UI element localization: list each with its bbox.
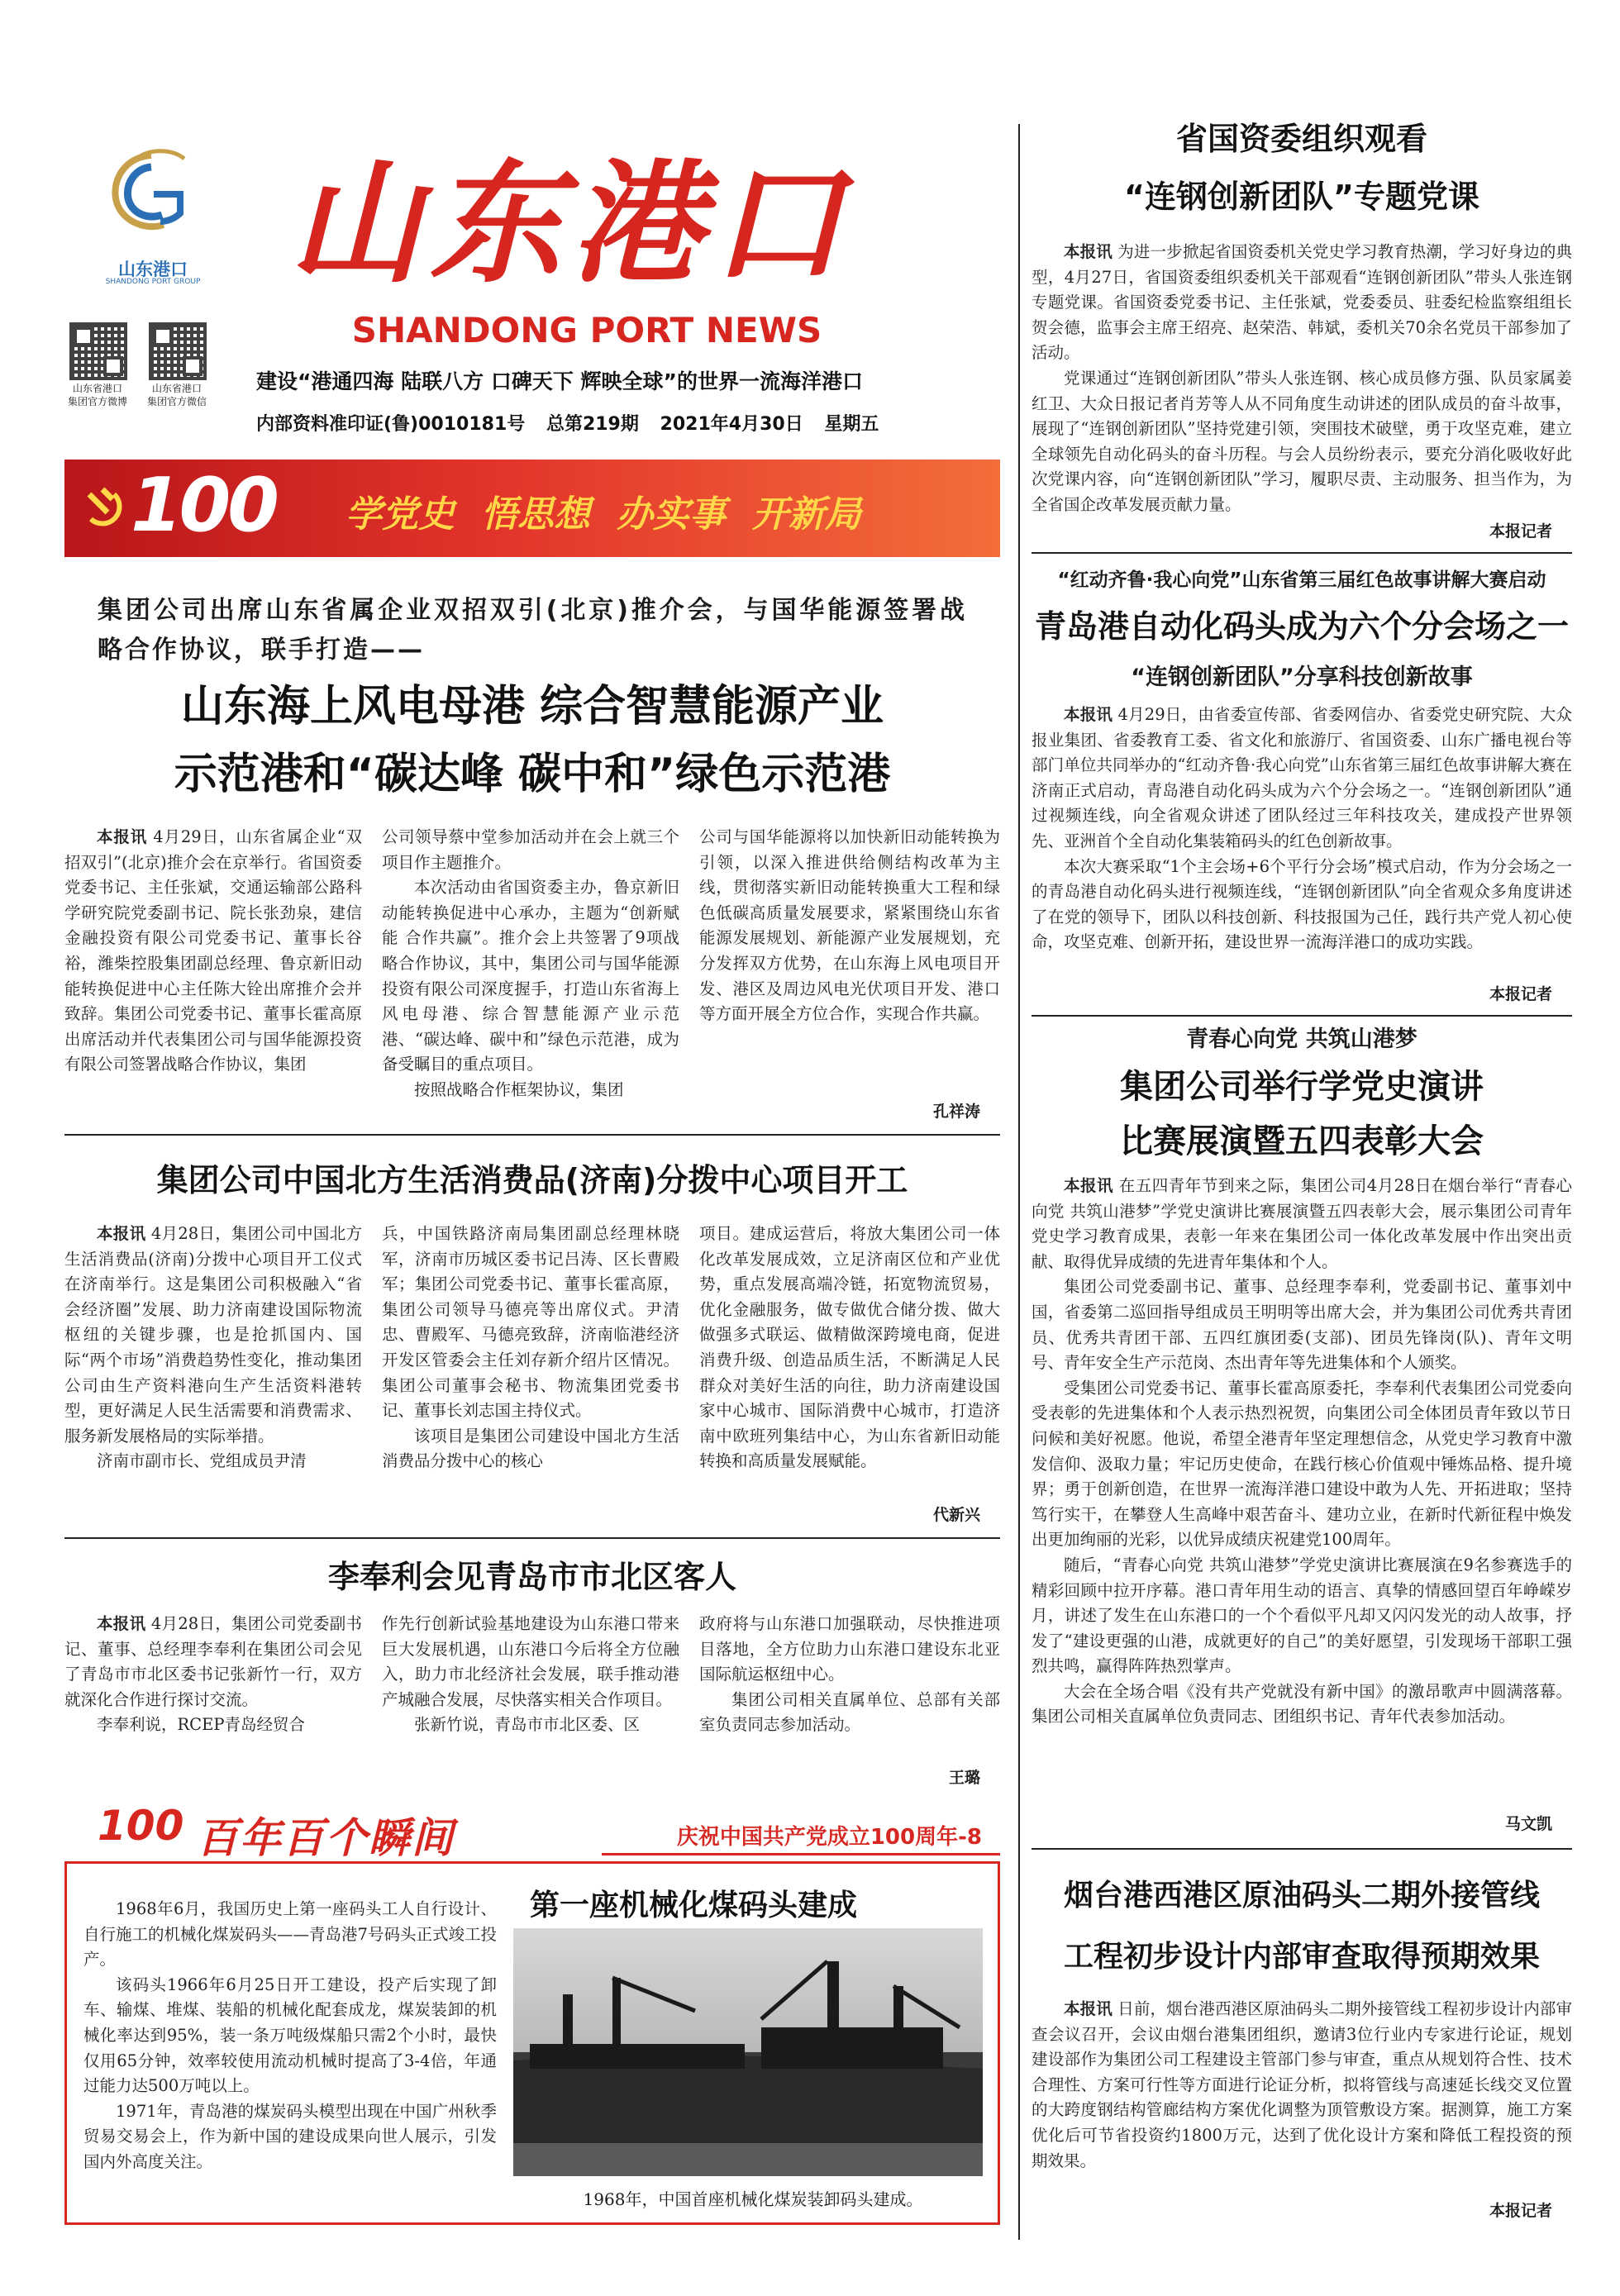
story2-author: 代新兴	[932, 1506, 980, 1524]
masthead	[50, 141, 984, 450]
story3-text-2b: 张新竹说，青岛市市北区委、区	[414, 1715, 641, 1735]
story3-text-1b: 李奉利说，RCEP青岛经贸合	[97, 1715, 305, 1735]
history-series-logo: 100	[98, 1802, 184, 1850]
lead-story-col-1	[64, 825, 362, 1078]
lead-story-title-2: 示范港和“碳达峰 碳中和”绿色示范港	[174, 750, 891, 799]
banner-slogan-4: 开新局	[752, 493, 861, 536]
right2-kicker: “红动齐鲁·我心向党”山东省第三届红色故事讲解大赛启动	[1057, 569, 1546, 591]
right1-lead: 本报讯	[1064, 242, 1113, 261]
right3-text	[1032, 1174, 1572, 1730]
history-box	[64, 1861, 1000, 2225]
history-photo-caption: 1968年，中国首座机械化煤炭装卸码头建成。	[583, 2189, 923, 2209]
weibo-qr-code[interactable]	[69, 322, 127, 380]
story3-title: 李奉利会见青岛市市北区客人	[327, 1559, 736, 1595]
history-series-tag-underline	[602, 1853, 1000, 1855]
registration: 内部资料准印证(鲁)0010181号	[256, 414, 526, 435]
lead-story-text-3: 公司与国华能源将以加快新旧动能转换为引领，以深入推进供给侧结构改革为主线，贯彻落实新旧动能转换重大工程和绿色低碳高质量发展要求，紧紧围绕山东省能源发展规划、新能源产业发展规划，充分发挥双方优势，在山东海上风电项目开发、港区及周边风电光伏项目开发、港口等方面开展全方位合作，实现合作共赢。	[699, 827, 1000, 1024]
right3-title-2: 比赛展演暨五四表彰大会	[1120, 1122, 1484, 1160]
divider-right1	[1032, 552, 1572, 554]
history-p1: 1968年6月，我国历史上第一座码头工人自行设计、自行施工的机械化煤炭码头——青岛港7号码头正式竣工投产。	[83, 1899, 497, 1970]
lead-story-kicker: 集团公司出席山东省属企业双招双引(北京)推介会，与国华能源签署战略合作协议，联手打造——	[98, 596, 967, 665]
right1-p1: 为进一步掀起省国资委机关党史学习教育热潮，学习好身边的典型，4月27日，省国资委组织委机关干部观看“连钢创新团队”带头人张连钢专题党课。省国资委党委书记、主任张斌，党委委员、驻委纪检监察组组长贺会德，监事会主席王绍亮、赵荣浩、韩斌，委机关70余名党员干部参加了活动。	[1032, 242, 1572, 363]
story2-col-1	[64, 1222, 362, 1474]
story2-text-2a: 兵，中国铁路济南局集团副总经理林晓军，济南市历城区委书记吕涛、区长曹殿军；集团公司党委书记、董事长霍高原，集团公司领导马德亮等出席仪式。尹清忠、曹殿军、马德亮致辞，济南临港经济开发区管委会主任刘存新介绍片区情况。集团公司董事会秘书、物流集团党委书记、董事长刘志国主持仪式。	[382, 1224, 679, 1421]
shandong-port-logo-icon	[106, 149, 197, 236]
weekday: 星期五	[824, 414, 879, 435]
history-series-header	[64, 1802, 1000, 1860]
lead-story-text-2c: 按照战略合作框架协议，集团	[414, 1079, 624, 1099]
lead-story-col-3	[699, 825, 1000, 1027]
story3-text-3b: 集团公司相关直属单位、总部有关部室负责同志参加活动。	[699, 1689, 1000, 1735]
issue-number: 总第219期	[546, 414, 639, 435]
divider-right3	[1032, 1848, 1572, 1850]
story2-text-3: 项目。建成运营后，将放大集团公司一体化改革发展成效，立足济南区位和产业优势，重点发展高端冷链，拓宽物流贸易，优化金融服务，做专做优合储分拨、做大做强多式联运、做精做深跨境电商，促进消费升级、创造品质生活，不断满足人民群众对美好生活的向往，助力济南建设国家中心城市、国际消费中心城市，打造济南中欧班列集结中心，为山东省新旧动能转换和高质量发展赋能。	[699, 1224, 1000, 1471]
banner-slogan-2: 悟思想	[481, 493, 590, 536]
right4-p1: 日前，烟台港西港区原油码头二期外接管线工程初步设计内部审查会议召开，会议由烟台港集团组织，邀请3位行业内专家进行论证，规划建设部作为集团公司工程建设主管部门参与审查，重点从规划符合性、技术合理性、方案可行性等方面进行论证分析，拟将管线与高速延长线交叉位置的大跨度钢结构管廊结构方案优化调整为顶管敷设方案。据测算，施工方案优化后可节省投资约1800万元，达到了优化设计方案和降低工程投资的预期效果。	[1032, 1999, 1572, 2170]
history-p3: 1971年，青岛港的煤炭码头模型出现在中国广州秋季贸易交易会上，作为新中国的建设成果向世人展示，引发国内外高度关注。	[83, 2101, 497, 2171]
right3-kicker: 青春心向党 共筑山港梦	[1186, 1027, 1418, 1052]
right4-title-2: 工程初步设计内部审查取得预期效果	[1063, 1940, 1540, 1974]
right4-title-1: 烟台港西港区原油码头二期外接管线	[1063, 1879, 1540, 1913]
story3-text-1a: 4月28日，集团公司党委副书记、董事、总经理李奉利在集团公司会见了青岛市市北区委书记张新竹一行，双方就深化合作进行探讨交流。	[64, 1614, 362, 1709]
issue-info	[256, 410, 984, 436]
history-p2: 该码头1966年6月25日开工建设，投产后实现了卸车、输煤、堆煤、装船的机械化配套成龙，煤炭装卸的机械化率达到95%，装一条万吨级煤船只需2个小时，最快仅用65分钟，效率较使用流动机械时提高了3-4倍，年通过能力达500万吨以上。	[83, 1974, 497, 2096]
banner-number: 100	[131, 462, 276, 549]
story3-text-2a: 作先行创新试验基地建设为山东港口带来巨大发展机遇，山东港口今后将全方位融入，助力市北经济社会发展，联手推动港产城融合发展，尽快落实相关合作项目。	[382, 1614, 679, 1709]
right4-text	[1032, 1997, 1572, 2174]
banner-slogan-3: 办实事	[617, 493, 726, 536]
story3-col-3	[699, 1612, 1000, 1738]
right2-p2: 本次大赛采取“1个主会场+6个平行分会场”模式启动，作为分会场之一的青岛港自动化码头进行视频连线，“连钢创新团队”向全省观众多角度讲述了在党的领导下，团队以科技创新、科技报国为己任，践行共产党人初心使命，攻坚克难、创新开拓，建设世界一流海洋港口的成功实践。	[1032, 856, 1572, 952]
qr2-label: 山东省港口 集团官方微信	[146, 383, 207, 407]
right3-p5: 大会在全场合唱《没有共产党就没有新中国》的激昂歌声中圆满落幕。集团公司相关直属单位负责同志、团组织书记、青年代表参加活动。	[1032, 1681, 1572, 1727]
divider-right2	[1032, 1015, 1572, 1017]
qr1-label: 山东省港口 集团官方微博	[67, 383, 127, 407]
story2-col-3	[699, 1222, 1000, 1474]
story3-col-1	[64, 1612, 362, 1738]
column-divider	[1018, 124, 1020, 2240]
lead-story-col-2	[382, 825, 679, 1103]
story3-author: 王璐	[948, 1769, 980, 1787]
history-text	[83, 1897, 497, 2175]
right3-p3: 受集团公司党委书记、董事长霍高原委托，李奉利代表集团公司党委向受表彰的先进集体和个人表示热烈祝贺，向集团公司全体团员青年致以节日问候和美好祝愿。他说，希望全港青年坚定理想信念，从党史学习教育中激发信仰、汲取力量；牢记历史使命，在践行核心价值观中锤炼品格、提升境界；勇于创新创造，在世界一流海洋港口建设中敢为人先、开拓进取；坚持笃行实干，在攀登人生高峰中艰苦奋斗、建功立业，在新时代新征程中焕发出更加绚丽的光彩，以优异成绩庆祝建党100周年。	[1032, 1378, 1572, 1550]
divider-lead	[64, 1134, 1000, 1136]
right3-p1: 在五四青年节到来之际，集团公司4月28日在烟台举行“青春心向党 共筑山港梦”学党史演讲比赛展演暨五四表彰大会，展示集团公司青年党史学习教育成果，表彰一年来在集团公司一体化改革发展中作出突出贡献、取得优异成绩的先进青年集体和个人。	[1032, 1176, 1572, 1271]
banner-slogans	[345, 484, 861, 537]
right3-author: 马文凯	[1504, 1815, 1552, 1833]
banner-slogan-1: 学党史	[345, 493, 455, 536]
lead-story-lead: 本报讯	[97, 827, 148, 846]
story3-text-3a: 政府将与山东港口加强联动，尽快推进项目落地，全方位助力山东港口建设东北亚国际航运枢纽中心。	[699, 1614, 1000, 1684]
right2-p1: 4月29日，由省委宣传部、省委网信办、省委党史研究院、大众报业集团、省委教育工委、省文化和旅游厅、省国资委、山东广播电视台等部门单位共同举办的“红动齐鲁·我心向党”山东省第三届红色故事讲解大赛在济南正式启动，青岛港自动化码头成为六个分会场之一。“连钢创新团队”通过视频连线，向全省观众讲述了团队经过三年科技攻关，建成投产世界领先、亚洲首个全自动化集装箱码头的红色创新故事。	[1032, 705, 1572, 850]
right3-lead: 本报讯	[1064, 1176, 1114, 1195]
right1-title-2: “连钢创新团队”专题党课	[1124, 179, 1479, 215]
story2-title: 集团公司中国北方生活消费品(济南)分拨中心项目开工	[156, 1162, 908, 1198]
history-title: 第一座机械化煤码头建成	[530, 1889, 858, 1922]
lead-story-author: 孔祥涛	[932, 1103, 980, 1121]
history-series-tag: 庆祝中国共产党成立100周年-8	[676, 1825, 982, 1850]
lead-story-text-1: 4月29日，山东省属企业“双招双引”(北京)推介会在京举行。省国资委党委书记、主任张斌，交通运输部公路科学研究院党委副书记、院长张劲泉，建信金融投资有限公司党委书记、董事长谷裕，潍柴控股集团副总经理、鲁京新旧动能转换促进中心主任陈大铨出席推介会并致辞。集团公司党委书记、董事长霍高原出席活动并代表集团公司与国华能源投资有限公司签署战略合作协议，集团	[64, 827, 362, 1074]
right3-title-1: 集团公司举行学党史演讲	[1120, 1068, 1484, 1106]
logo-subtext: SHANDONG PORT GROUP	[105, 278, 201, 286]
right3-p4: 随后，“青春心向党 共筑山港梦”学党史演讲比赛展演在9名参赛选手的精彩回顾中拉开序幕。港口青年用生动的语言、真挚的情感回望百年峥嵘岁月，讲述了发生在山东港口的一个个看似平凡却又闪闪发光的动人故事，抒发了“建设更强的山港，成就更好的自己”的美好愿望，引发现场干部职工强烈共鸣，赢得阵阵热烈掌声。	[1032, 1555, 1572, 1676]
story2-text-2b: 该项目是集团公司建设中国北方生活消费品分拨中心的核心	[382, 1426, 679, 1471]
story2-lead: 本报讯	[97, 1224, 146, 1243]
story2-text-1a: 4月28日，集团公司中国北方生活消费品(济南)分拨中心项目开工仪式在济南举行。这是集团公司积极融入“省会经济圈”发展、助力济南建设国际物流枢纽的关键步骤，也是抢抓国内、国际“两个市场”消费趋势性变化，推动集团公司由生产资料港向生产生活资料港转型，更好满足人民生活需要和消费需求、服务新发展格局的实际举措。	[64, 1224, 362, 1446]
lead-story-text-2a: 公司领导蔡中堂参加活动并在会上就三个项目作主题推介。	[382, 827, 679, 872]
right2-title: 青岛港自动化码头成为六个分会场之一	[1034, 608, 1569, 645]
divider-story2	[64, 1537, 1000, 1539]
wechat-qr-code[interactable]	[149, 322, 207, 380]
right2-lead: 本报讯	[1064, 705, 1113, 724]
story2-text-1b: 济南市副市长、党组成员尹清	[97, 1451, 307, 1471]
masthead-title-en: SHANDONG PORT NEWS	[351, 310, 822, 350]
masthead-title: 山东港口	[288, 145, 851, 301]
slogan: 建设“港通四海 陆联八方 口碑天下 辉映全球”的世界一流海洋港口	[256, 369, 863, 393]
story3-lead: 本报讯	[97, 1614, 146, 1633]
history-photo-coal-terminal	[513, 1928, 983, 2176]
story2-col-2	[382, 1222, 679, 1474]
lead-story-title-1: 山东海上风电母港 综合智慧能源产业	[180, 682, 884, 731]
history-series-title: 百年百个瞬间	[197, 1813, 455, 1862]
right1-author: 本报记者	[1489, 522, 1552, 541]
right2-author: 本报记者	[1489, 985, 1552, 1003]
story3-col-2	[382, 1612, 679, 1738]
right4-lead: 本报讯	[1064, 1999, 1113, 2018]
lead-story-text-2b: 本次活动由省国资委主办，鲁京新旧动能转换促进中心承办，主题为“创新赋能 合作共赢”。推介会上共签署了9项战略合作协议，其中，集团公司与国华能源投资有限公司深度握手，打造山东省海上风电母港、综合智慧能源产业示范港、“碳达峰、碳中和”绿色示范港，成为备受瞩目的重点项目。	[382, 878, 679, 1074]
right1-p2: 党课通过“连钢创新团队”带头人张连钢、核心成员修方强、队员家属姜红卫、大众日报记者肖芳等人从不同角度生动讲述的团队成员的奋斗故事，展现了“连钢创新团队”坚持党建引领，突围技术破壁，勇于攻坚克难，建立全球领先自动化码头的奋斗历程。与会人员纷纷表示，要充分消化吸收好此次党课内容，向“连钢创新团队”学习，履职尽责、主动服务、担当作为，为全省国企改革发展贡献力量。	[1032, 368, 1572, 514]
right1-text	[1032, 240, 1572, 518]
party-100-banner	[64, 460, 1000, 557]
right2-subtitle: “连钢创新团队”分享科技创新故事	[1131, 665, 1473, 690]
issue-date: 2021年4月30日	[660, 414, 803, 435]
right4-author: 本报记者	[1489, 2202, 1552, 2220]
logo-text: 山东港口	[118, 260, 188, 279]
right3-p2: 集团公司党委副书记、董事、总经理李奉利，党委副书记、董事刘中国，省委第二巡回指导组成员王明明等出席大会，并为集团公司优秀共青团员、优秀共青团干部、五四红旗团委(支部)、团员先锋岗(队)、青年文明号、青年安全生产示范岗、杰出青年等先进集体和个人颁奖。	[1032, 1277, 1572, 1373]
right1-title-1: 省国资委组织观看	[1175, 121, 1427, 157]
hammer-sickle-icon	[79, 483, 129, 532]
right2-text	[1032, 703, 1572, 955]
